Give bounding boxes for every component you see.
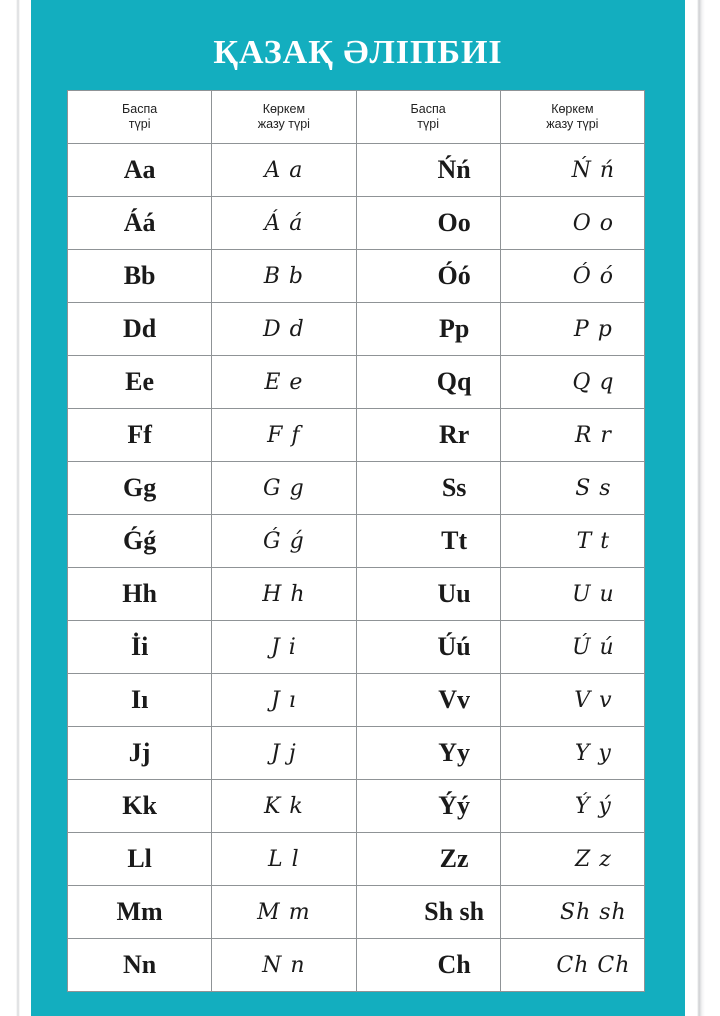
script-letter-cell: Y y bbox=[500, 727, 644, 780]
table-row bbox=[68, 462, 645, 515]
column-header-script-right bbox=[500, 91, 644, 144]
script-letter-cell: Ó ó bbox=[500, 250, 644, 303]
print-letter-cell: Ǵǵ bbox=[68, 515, 212, 568]
print-letter-cell: Ff bbox=[68, 409, 212, 462]
script-letter-cell: O o bbox=[500, 197, 644, 250]
print-letter-cell: Hh bbox=[68, 568, 212, 621]
script-letter-cell: A a bbox=[212, 144, 356, 197]
print-letter-cell: Jj bbox=[68, 727, 212, 780]
print-letter-cell: Nn bbox=[68, 939, 212, 992]
alphabet-poster bbox=[31, 0, 685, 1016]
print-letter-cell: Gg bbox=[68, 462, 212, 515]
script-letter-cell: B b bbox=[212, 250, 356, 303]
header-line: жазу түрі bbox=[546, 117, 599, 131]
print-letter-cell: Mm bbox=[68, 886, 212, 939]
table-row bbox=[68, 515, 645, 568]
print-letter-cell: Iı bbox=[68, 674, 212, 727]
script-letter-cell: M m bbox=[212, 886, 356, 939]
print-letter-cell: Dd bbox=[68, 303, 212, 356]
print-letter-cell: Ýý bbox=[356, 780, 500, 833]
script-letter-cell: T t bbox=[500, 515, 644, 568]
print-letter-cell: Ch bbox=[356, 939, 500, 992]
print-letter-cell: Úú bbox=[356, 621, 500, 674]
table-row bbox=[68, 409, 645, 462]
column-header-print-left bbox=[68, 91, 212, 144]
table-row bbox=[68, 674, 645, 727]
table-row bbox=[68, 144, 645, 197]
script-letter-cell: Ú ú bbox=[500, 621, 644, 674]
script-letter-cell: Á á bbox=[212, 197, 356, 250]
script-letter-cell: D d bbox=[212, 303, 356, 356]
table-row bbox=[68, 939, 645, 992]
print-letter-cell: Ss bbox=[356, 462, 500, 515]
table-row bbox=[68, 250, 645, 303]
script-letter-cell: P p bbox=[500, 303, 644, 356]
script-letter-cell: L l bbox=[212, 833, 356, 886]
script-letter-cell: Z z bbox=[500, 833, 644, 886]
script-letter-cell: Ch Ch bbox=[500, 939, 644, 992]
print-letter-cell: Tt bbox=[356, 515, 500, 568]
header-line: Көркем bbox=[262, 102, 306, 116]
script-letter-cell: J i bbox=[212, 621, 356, 674]
print-letter-cell: Ńń bbox=[356, 144, 500, 197]
table-row bbox=[68, 568, 645, 621]
script-letter-cell: J ı bbox=[212, 674, 356, 727]
table-row bbox=[68, 197, 645, 250]
script-letter-cell: U u bbox=[500, 568, 644, 621]
right-page-margin bbox=[685, 0, 720, 1016]
column-header-print-right bbox=[356, 91, 500, 144]
script-letter-cell: H h bbox=[212, 568, 356, 621]
print-letter-cell: Ee bbox=[68, 356, 212, 409]
script-letter-cell: Ý ý bbox=[500, 780, 644, 833]
print-letter-cell: Bb bbox=[68, 250, 212, 303]
script-letter-cell: J j bbox=[212, 727, 356, 780]
script-letter-cell: S s bbox=[500, 462, 644, 515]
print-letter-cell: Sh sh bbox=[356, 886, 500, 939]
print-letter-cell: Qq bbox=[356, 356, 500, 409]
print-letter-cell: Kk bbox=[68, 780, 212, 833]
alphabet-table bbox=[67, 90, 645, 992]
script-letter-cell: E e bbox=[212, 356, 356, 409]
script-letter-cell: Ń ń bbox=[500, 144, 644, 197]
print-letter-cell: İi bbox=[68, 621, 212, 674]
table-row bbox=[68, 780, 645, 833]
script-letter-cell: Ǵ ǵ bbox=[212, 515, 356, 568]
header-row bbox=[68, 91, 645, 144]
table-row bbox=[68, 621, 645, 674]
table-row bbox=[68, 886, 645, 939]
script-letter-cell: R r bbox=[500, 409, 644, 462]
script-letter-cell: F f bbox=[212, 409, 356, 462]
header-line: Баспа bbox=[122, 102, 158, 116]
print-letter-cell: Uu bbox=[356, 568, 500, 621]
alphabet-table-body bbox=[68, 144, 645, 992]
header-line: жазу түрі bbox=[257, 117, 310, 131]
table-row bbox=[68, 727, 645, 780]
print-letter-cell: Yy bbox=[356, 727, 500, 780]
print-letter-cell: Rr bbox=[356, 409, 500, 462]
table-row bbox=[68, 356, 645, 409]
print-letter-cell: Aa bbox=[68, 144, 212, 197]
header-line: түрі bbox=[128, 117, 151, 131]
print-letter-cell: Áá bbox=[68, 197, 212, 250]
script-letter-cell: G g bbox=[212, 462, 356, 515]
table-row bbox=[68, 833, 645, 886]
column-header-script-left bbox=[212, 91, 356, 144]
script-letter-cell: V v bbox=[500, 674, 644, 727]
script-letter-cell: N n bbox=[212, 939, 356, 992]
print-letter-cell: Zz bbox=[356, 833, 500, 886]
print-letter-cell: Ll bbox=[68, 833, 212, 886]
header-line: Баспа bbox=[410, 102, 446, 116]
table-row bbox=[68, 303, 645, 356]
print-letter-cell: Oo bbox=[356, 197, 500, 250]
script-letter-cell: Q q bbox=[500, 356, 644, 409]
poster-title: ҚАЗАҚ ӘЛІПБИІ bbox=[213, 34, 503, 71]
script-letter-cell: Sh sh bbox=[500, 886, 644, 939]
header-line: түрі bbox=[417, 117, 439, 131]
header-line: Көркем bbox=[551, 102, 594, 116]
left-page-margin bbox=[0, 0, 31, 1016]
print-letter-cell: Vv bbox=[356, 674, 500, 727]
print-letter-cell: Pp bbox=[356, 303, 500, 356]
print-letter-cell: Óó bbox=[356, 250, 500, 303]
script-letter-cell: K k bbox=[212, 780, 356, 833]
